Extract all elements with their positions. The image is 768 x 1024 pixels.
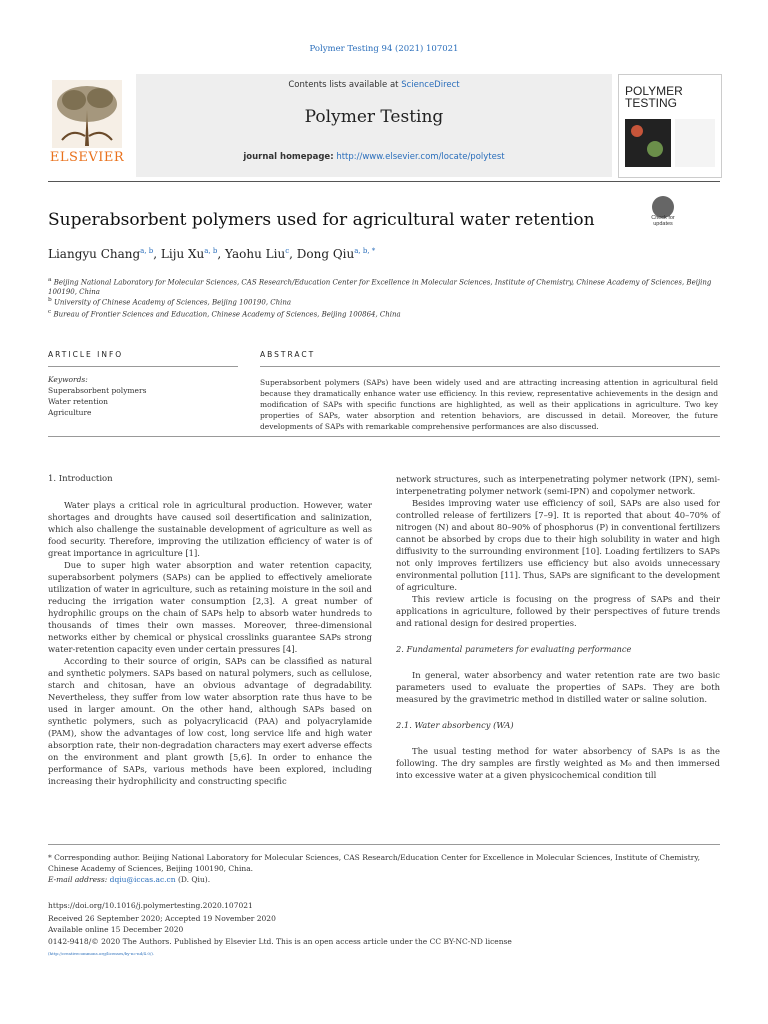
license-url-link[interactable]: (http://creativecommons.org/licenses/by-nc-nd/4.0/).	[48, 951, 155, 956]
elsevier-logo	[48, 78, 126, 174]
cover-title	[625, 85, 683, 109]
check-updates-line-1: Check for	[651, 215, 675, 221]
section-2-heading: 2. Fundamental parameters for evaluating performance	[396, 644, 632, 654]
cover-image	[625, 119, 671, 167]
body-paragraph: Besides improving water use efficiency of soil, SAPs are also used for controlled release of fertilizers [7–9]. It is reported that about 40–70% of nitrogen (N) and about 80–90% of phosphorus (P) in conventional fertilizers cannot be absorbed by crops due to their high solubility in water and high diffusivity to the surrounding environment [10]. Loading fertilizers to SAPs not only improves fertilizers use efficiency but also avoids unnecessary environmental pollution [11]. Thus, SAPs are significant to the development of agriculture.	[396, 498, 720, 592]
body-paragraph: Water plays a critical role in agricultural production. However, water shortages and droughts have caused soil desertification and salinization, which also challenge the sustainable development of agriculture as well as food security. Therefore, improving the utilization efficiency of water is of great importance in agriculture [1].	[48, 500, 372, 558]
section-2-1-heading: 2.1. Water absorbency (WA)	[396, 720, 514, 730]
sciencedirect-link[interactable]: ScienceDirect	[401, 80, 460, 90]
keyword-item: Agriculture	[48, 408, 92, 417]
abstract-text: Superabsorbent polymers (SAPs) have been widely used and are attracting increasing attention in agricultural field because they dramatically enhance water use efficiency. In this review, representative achievements in the design and modification of SAPs with specific functions are highlighted, as well as their applications in agriculture. Two key properties of SAPs, water absorption and retention behaviors, are discussed in detail. Moreover, the future developments of SAPs with remarkable comprehensive performances are also discussed.	[260, 378, 718, 431]
right-column	[396, 473, 720, 781]
footnotes	[48, 852, 720, 885]
cover-side-panel	[675, 119, 715, 167]
email-link[interactable]: dqiu@iccas.ac.cn	[109, 875, 176, 884]
check-for-updates-badge[interactable]	[646, 196, 680, 230]
license-statement: 0142-9418/© 2020 The Authors. Published by Elsevier Ltd. This is an open access article under the CC BY-NC-ND license	[48, 937, 512, 946]
abstract-bottom-divider	[48, 436, 720, 437]
affiliation-marker: c	[48, 309, 52, 315]
author-name[interactable]: Liangyu Chang	[48, 247, 141, 261]
author-list	[48, 247, 375, 261]
keywords-block	[48, 374, 238, 418]
keywords-label: Keywords:	[48, 375, 88, 384]
contents-prefix: Contents lists available at	[288, 80, 402, 90]
author-name[interactable]: Liju Xu	[160, 247, 205, 261]
journal-homepage-line	[136, 152, 612, 162]
affiliation-marker: a	[48, 277, 52, 283]
author-separator: ,	[153, 247, 161, 261]
keyword-item: Water retention	[48, 397, 109, 406]
body-paragraph: In general, water absorbency and water retention rate are two basic parameters used to evaluate the properties of SAPs. They are both measured by the gravimetric method in distilled water or saline solution.	[396, 670, 720, 704]
corresponding-author-note: * Corresponding author. Beijing National Laboratory for Molecular Sciences, CAS Research/Education Center for Excellence in Molecular Sciences, Institute of Chemistry, Chinese Academy of Sciences, Beijing 100190, China.	[48, 853, 701, 873]
article-title: Superabsorbent polymers used for agricultural water retention	[48, 210, 595, 230]
email-suffix: (D. Qiu).	[177, 875, 211, 884]
email-label: E-mail address:	[48, 875, 108, 884]
body-paragraph: network structures, such as interpenetrating polymer network (IPN), semi-interpenetrating polymer network (semi-IPN) and copolymer network.	[396, 474, 720, 496]
homepage-label: journal homepage:	[243, 152, 334, 162]
cover-title-line-2: TESTING	[625, 96, 678, 110]
affiliation-a	[48, 275, 718, 297]
author-separator: ,	[289, 247, 297, 261]
footnote-divider	[48, 844, 720, 845]
journal-cover-thumbnail[interactable]	[618, 74, 722, 178]
author-affil-marker[interactable]: a, b	[204, 247, 218, 255]
body-paragraph: This review article is focusing on the progress of SAPs and their applications in agriculture, followed by their perspectives of future trends and rational design for desired properties.	[396, 594, 720, 628]
abstract-heading: ABSTRACT	[260, 350, 316, 359]
publisher-wordmark: ELSEVIER	[49, 150, 125, 165]
body-paragraph: According to their source of origin, SAPs can be classified as natural and synthetic polymers. SAPs based on natural polymers, such as cellulose, starch and chitosan, have an obvious advantage of degradability. Nevertheless, they suffer from low water absorption rate thus have to be used in larger amount. On the other hand, although SAPs based on synthetic polymers, such as polyacrylicacid (PAA) and polyacrylamide (PAM), show the advantages of low cost, long service life and high water absorption rate, their non-degradation characters may exert adverse effects on the environment and plant growth [5,6]. In order to enhance the performance of SAPs, various methods have been explored, including increasing their hydrophilicity and constructing specific	[48, 656, 372, 786]
journal-citation-line[interactable]: Polymer Testing 94 (2021) 107021	[309, 44, 459, 54]
body-paragraph: The usual testing method for water absorbency of SAPs is as the following. The dry samples are firstly weighted as M₀ and then immersed into excessive water at a given physicochemical condition till	[396, 746, 720, 780]
received-dates: Received 26 September 2020; Accepted 19 November 2020	[48, 914, 276, 923]
affiliation-text: Bureau of Frontier Sciences and Education, Chinese Academy of Sciences, Beijing 100864, China	[53, 310, 401, 319]
homepage-link[interactable]: http://www.elsevier.com/locate/polytest	[336, 152, 505, 162]
section-1-heading: 1. Introduction	[48, 474, 113, 484]
article-info-divider	[48, 366, 238, 367]
author-name[interactable]: Yaohu Liu	[225, 247, 286, 261]
author-affil-marker[interactable]: a, b	[140, 247, 154, 255]
available-online-date: Available online 15 December 2020	[48, 925, 184, 934]
author-affil-marker[interactable]: a, b, *	[354, 247, 376, 255]
header-divider	[48, 181, 720, 182]
email-line	[48, 874, 720, 885]
affiliation-marker: b	[48, 297, 52, 303]
body-paragraph: Due to super high water absorption and water retention capacity, superabsorbent polymers (SAPs) can be applied to effectively ameliorate utilization of water in agriculture, such as retaining moisture in the soil and reducing the irrigation water consumption [2,3]. A great number of hydrophilic groups on the chain of SAPs help to absorb water hundreds to thousands of times their own masses. Moreover, three-dimensional networks either by chemical or physical crosslinks guarantee SAPs strong water-retention capacity even under certain pressures [4].	[48, 560, 372, 654]
article-info-heading: ARTICLE INFO	[48, 350, 124, 359]
affiliation-c	[48, 307, 718, 319]
cover-title-line-1: POLYMER	[625, 84, 683, 98]
check-updates-label	[646, 215, 680, 227]
affiliation-text: University of Chinese Academy of Sciences, Beijing 100190, China	[53, 298, 292, 307]
doi-link[interactable]: https://doi.org/10.1016/j.polymertesting.2020.107021	[48, 901, 253, 910]
contents-available-line	[136, 80, 612, 90]
author-affil-marker[interactable]: c	[285, 247, 290, 255]
left-column	[48, 473, 372, 787]
journal-title: Polymer Testing	[304, 107, 444, 127]
author-separator: ,	[217, 247, 226, 261]
affiliation-b	[48, 295, 718, 307]
check-updates-line-2: updates	[653, 221, 673, 227]
author-name[interactable]: Dong Qiu	[296, 247, 355, 261]
keyword-item: Superabsorbent polymers	[48, 386, 147, 395]
elsevier-tree-icon	[52, 80, 122, 148]
affiliation-text: Beijing National Laboratory for Molecular Sciences, CAS Research/Education Center for Excellence in Molecular Sciences, Institute of Chemistry, Chinese Academy of Sciences, Beijing 100190, China	[48, 278, 712, 297]
abstract-divider	[260, 366, 720, 367]
